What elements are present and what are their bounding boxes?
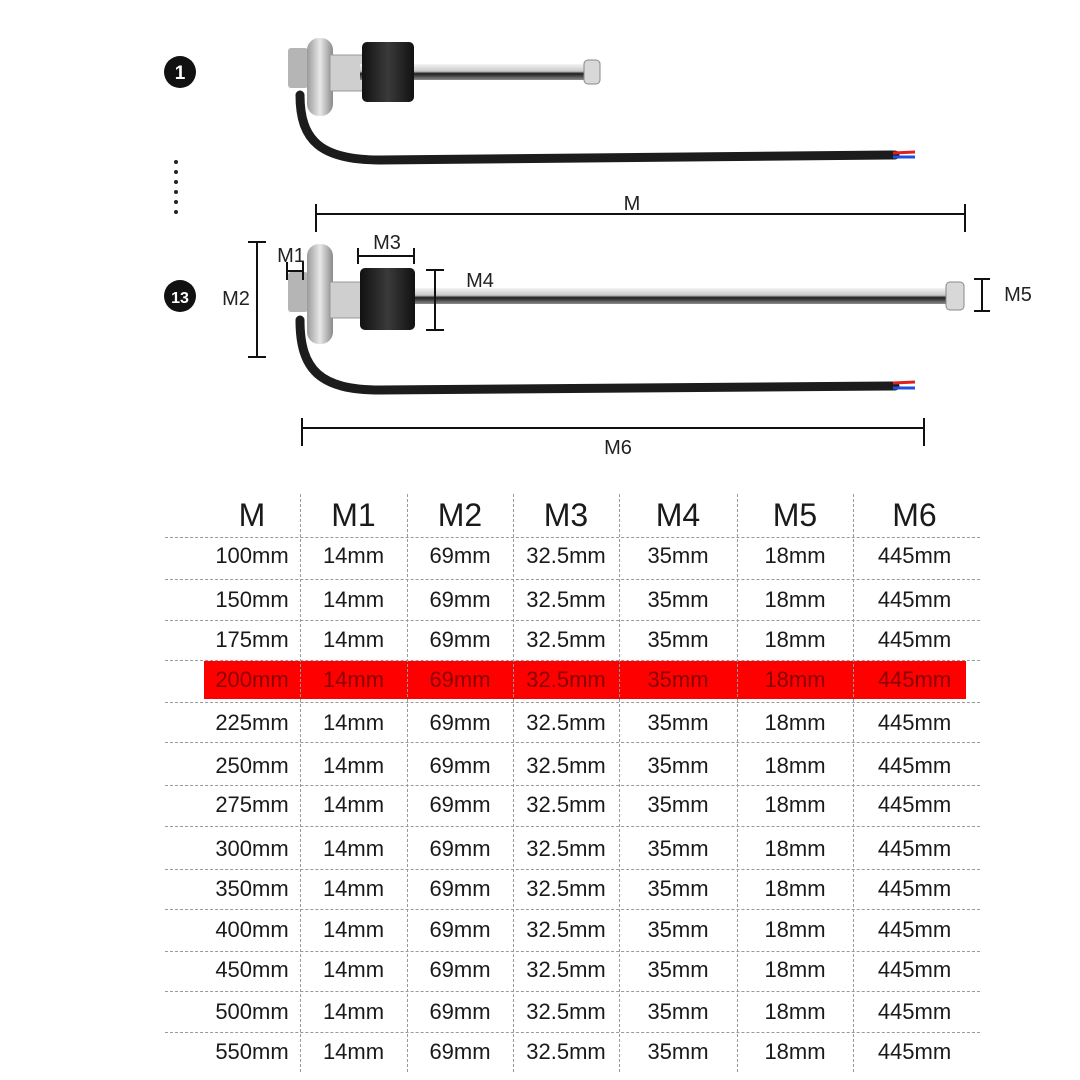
header-m5: M5 — [772, 497, 818, 533]
cell-m: 500mm — [215, 999, 289, 1024]
cell-m5: 18mm — [764, 792, 826, 817]
cell-m6: 445mm — [877, 667, 952, 692]
header-m6: M6 — [892, 497, 937, 533]
cell-m3: 32.5mm — [526, 543, 606, 568]
cell-m2: 69mm — [429, 543, 491, 568]
row-divider — [165, 785, 980, 786]
cell-m4: 35mm — [647, 753, 709, 778]
column-divider — [513, 494, 514, 1072]
cell-m1: 14mm — [322, 957, 385, 982]
cell-m3: 32.5mm — [526, 917, 606, 942]
cell-m: 450mm — [215, 957, 289, 982]
cell-m6: 445mm — [877, 836, 952, 861]
cell-m: 200mm — [215, 667, 289, 692]
svg-text:1: 1 — [174, 63, 186, 84]
cell-m4: 35mm — [647, 836, 709, 861]
cell-m4: 35mm — [647, 543, 709, 568]
cell-m2: 69mm — [429, 710, 491, 735]
cell-m2: 69mm — [429, 753, 491, 778]
row-divider — [165, 702, 980, 703]
cell-m2: 69mm — [429, 627, 491, 652]
cell-m1: 14mm — [322, 710, 385, 735]
header-m1: M1 — [331, 497, 376, 533]
cell-m: 350mm — [215, 876, 289, 901]
svg-text:13: 13 — [171, 290, 189, 307]
cell-m2: 69mm — [429, 792, 491, 817]
cell-m3: 32.5mm — [526, 957, 606, 982]
cell-m: 175mm — [215, 627, 289, 652]
cell-m2: 69mm — [429, 1039, 491, 1064]
cell-m4: 35mm — [647, 792, 709, 817]
cell-m3: 32.5mm — [526, 710, 606, 735]
label-m4: M4 — [466, 270, 494, 292]
cell-m5: 18mm — [764, 999, 826, 1024]
cell-m1: 14mm — [322, 667, 385, 692]
cell-m1: 14mm — [322, 1039, 385, 1064]
row-divider — [165, 991, 980, 992]
column-divider — [737, 494, 738, 1072]
cell-m1: 14mm — [322, 543, 385, 568]
cell-m3: 32.5mm — [526, 792, 606, 817]
row-divider — [165, 951, 980, 952]
header-m2: M2 — [437, 497, 483, 533]
cell-m6: 445mm — [877, 999, 952, 1024]
cell-m5: 18mm — [764, 836, 826, 861]
cell-m6: 445mm — [877, 587, 952, 612]
cell-m: 225mm — [215, 710, 289, 735]
cell-m1: 14mm — [322, 836, 385, 861]
cell-m3: 32.5mm — [526, 667, 606, 692]
label-m: M — [623, 193, 641, 215]
cell-m5: 18mm — [764, 1039, 826, 1064]
cell-m5: 18mm — [764, 917, 826, 942]
row-divider — [165, 742, 980, 743]
cell-m4: 35mm — [647, 710, 709, 735]
cell-m2: 69mm — [429, 957, 491, 982]
row-divider — [165, 537, 980, 538]
cell-m3: 32.5mm — [526, 999, 606, 1024]
cell-m1: 14mm — [322, 587, 385, 612]
row-divider — [165, 826, 980, 827]
cell-m3: 32.5mm — [526, 753, 606, 778]
cell-m3: 32.5mm — [526, 836, 606, 861]
cell-m6: 445mm — [877, 792, 952, 817]
cell-m6: 445mm — [877, 957, 952, 982]
cell-m: 550mm — [215, 1039, 289, 1064]
cell-m5: 18mm — [764, 627, 826, 652]
row-divider — [165, 660, 980, 661]
cell-m4: 35mm — [647, 999, 709, 1024]
cell-m: 275mm — [215, 792, 289, 817]
cell-m4: 35mm — [647, 876, 709, 901]
cell-m5: 18mm — [764, 667, 826, 692]
cell-m: 300mm — [215, 836, 289, 861]
cell-m2: 69mm — [429, 667, 491, 692]
cell-m5: 18mm — [764, 876, 826, 901]
label-m5: M5 — [1004, 284, 1032, 306]
cell-m2: 69mm — [429, 917, 491, 942]
cell-m3: 32.5mm — [526, 876, 606, 901]
label-m3: M3 — [373, 232, 401, 254]
cell-m6: 445mm — [877, 1039, 952, 1064]
cell-m6: 445mm — [877, 917, 952, 942]
column-divider — [853, 494, 854, 1072]
cell-m4: 35mm — [647, 917, 709, 942]
cell-m1: 14mm — [322, 792, 385, 817]
row-divider — [165, 1032, 980, 1033]
column-divider — [300, 494, 301, 1072]
cell-m4: 35mm — [647, 627, 709, 652]
cell-m3: 32.5mm — [526, 1039, 606, 1064]
row-divider — [165, 869, 980, 870]
cell-m3: 32.5mm — [526, 587, 606, 612]
cell-m: 150mm — [215, 587, 289, 612]
cell-m2: 69mm — [429, 587, 491, 612]
label-m2: M2 — [222, 288, 250, 310]
cell-m: 250mm — [215, 753, 289, 778]
cell-m6: 445mm — [877, 627, 952, 652]
label-m6: M6 — [604, 437, 632, 459]
cell-m: 100mm — [215, 543, 289, 568]
row-divider — [165, 909, 980, 910]
header-m4: M4 — [655, 497, 701, 533]
cell-m: 400mm — [215, 917, 289, 942]
row-divider — [165, 579, 980, 580]
cell-m4: 35mm — [647, 587, 709, 612]
header-m: M — [238, 497, 266, 533]
cell-m4: 35mm — [647, 667, 709, 692]
cell-m5: 18mm — [764, 753, 826, 778]
cell-m1: 14mm — [322, 753, 385, 778]
cell-m5: 18mm — [764, 543, 826, 568]
label-m1: M1 — [277, 245, 305, 267]
cell-m5: 18mm — [764, 587, 826, 612]
cell-m2: 69mm — [429, 999, 491, 1024]
cell-m6: 445mm — [877, 876, 952, 901]
header-m3: M3 — [543, 497, 589, 533]
cell-m1: 14mm — [322, 876, 385, 901]
cell-m5: 18mm — [764, 957, 826, 982]
cell-m6: 445mm — [877, 543, 952, 568]
column-divider — [619, 494, 620, 1072]
cell-m1: 14mm — [322, 917, 385, 942]
cell-m4: 35mm — [647, 957, 709, 982]
cell-m1: 14mm — [322, 627, 385, 652]
cell-m4: 35mm — [647, 1039, 709, 1064]
cell-m5: 18mm — [764, 710, 826, 735]
cell-m3: 32.5mm — [526, 627, 606, 652]
cell-m6: 445mm — [877, 710, 952, 735]
column-divider — [407, 494, 408, 1072]
cell-m2: 69mm — [429, 836, 491, 861]
cell-m1: 14mm — [322, 999, 385, 1024]
cell-m2: 69mm — [429, 876, 491, 901]
row-divider — [165, 620, 980, 621]
cell-m6: 445mm — [877, 753, 952, 778]
